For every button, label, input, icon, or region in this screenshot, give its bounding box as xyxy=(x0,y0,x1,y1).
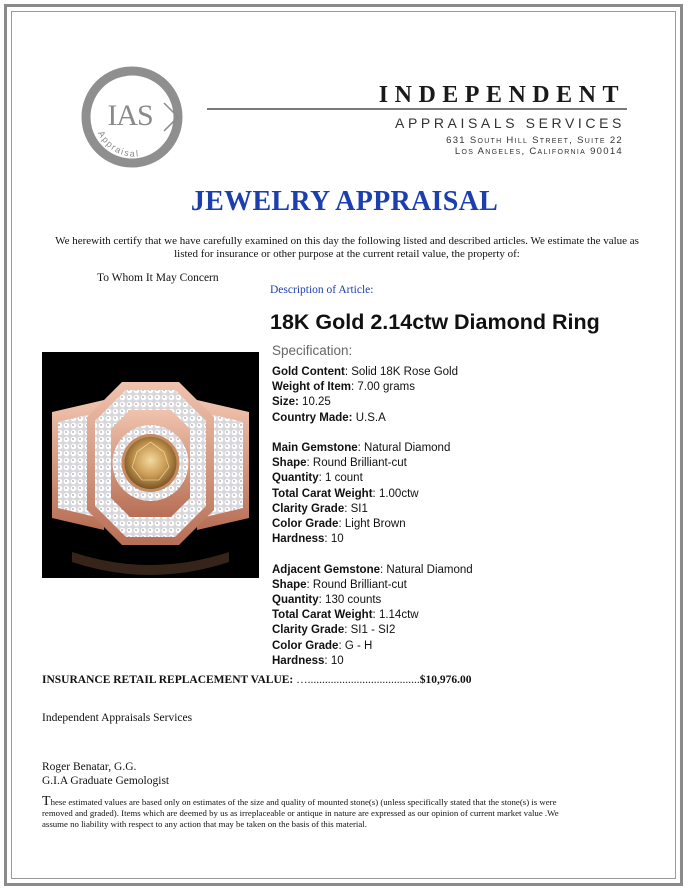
spec-separator: : xyxy=(351,381,355,394)
spec-separator: : xyxy=(318,472,322,485)
item-title: 18K Gold 2.14ctw Diamond Ring xyxy=(270,310,600,334)
spec-row xyxy=(272,578,652,593)
document-title: JEWELRY APPRAISAL xyxy=(190,186,499,217)
spec-separator: : xyxy=(372,487,376,500)
spec-key: Clarity Grade xyxy=(272,502,345,515)
insurance-value-amount: $10,976.00 xyxy=(419,674,472,686)
spec-separator: : xyxy=(380,563,384,576)
spec-value: 10.25 xyxy=(302,396,331,409)
spec-group-gap xyxy=(272,426,652,441)
spec-row xyxy=(272,593,652,608)
spec-key: Shape xyxy=(272,578,307,591)
spec-row xyxy=(272,471,652,486)
spec-row xyxy=(272,532,652,547)
spec-value: Solid 18K Rose Gold xyxy=(351,366,458,378)
signature-company: Independent Appraisals Services xyxy=(42,712,193,724)
spec-separator: : xyxy=(324,533,328,546)
signer-credential: G.I.A Graduate Gemologist xyxy=(42,775,170,787)
spec-row xyxy=(272,380,652,395)
leader-dots: …....................................... xyxy=(296,674,420,686)
address-line-1: 631 South Hill Street, Suite 22 xyxy=(446,135,623,146)
disclaimer-initial: T xyxy=(42,794,51,809)
spec-value: 1.00ctw xyxy=(378,487,419,500)
spec-value: Natural Diamond xyxy=(386,563,473,576)
spec-key: Country Made: xyxy=(272,411,353,424)
ias-logo xyxy=(78,63,186,171)
spec-key: Color Grade xyxy=(272,639,339,652)
signer-block xyxy=(42,760,169,788)
spec-row xyxy=(272,487,652,502)
spec-key: Clarity Grade xyxy=(272,624,345,637)
spec-row xyxy=(272,654,652,669)
insurance-value-label: INSURANCE RETAIL REPLACEMENT VALUE: xyxy=(42,674,294,686)
spec-separator: : xyxy=(372,609,376,622)
spec-row xyxy=(272,441,652,456)
spec-separator: : xyxy=(357,442,361,454)
specification-label: Specification: xyxy=(272,343,353,358)
spec-row xyxy=(272,623,652,638)
spec-key: Quantity xyxy=(272,594,319,607)
spec-key: Weight of Item xyxy=(272,381,352,394)
spec-value: 1 count xyxy=(325,472,363,485)
spec-value: 10 xyxy=(330,654,344,667)
diamond-ring-photo-icon xyxy=(42,352,259,578)
spec-key: Color Grade xyxy=(272,518,339,531)
insurance-value-line xyxy=(42,674,472,686)
spec-key: Size: xyxy=(272,396,299,409)
spec-value: Round Brilliant-cut xyxy=(312,457,407,470)
spec-row xyxy=(272,563,652,578)
company-name: INDEPENDENT xyxy=(378,82,625,108)
spec-key: Quantity xyxy=(272,472,319,485)
address-line-2: Los Angeles, California 90014 xyxy=(454,146,623,157)
ring-photo xyxy=(42,352,259,578)
spec-value: 7.00 grams xyxy=(357,381,415,394)
spec-key: Adjacent Gemstone xyxy=(272,563,380,576)
spec-row xyxy=(272,395,652,410)
spec-separator: : xyxy=(306,457,310,470)
disclaimer-text: hese estimated values are based only on estimates of the size and quality of mounted stone(s) (unless specifically stated that the stone(s) is were removed and graded). Items which are deemed by us as irreplaceable or antique in nature are expressed as our opinion of current market value .We assume no liability with respect to any action that may be taken on the basis of this material. xyxy=(42,797,559,829)
spec-separator: : xyxy=(344,366,349,378)
spec-value: 130 counts xyxy=(325,594,382,607)
spec-value: U.S.A xyxy=(355,411,386,424)
spec-separator: : xyxy=(306,578,310,591)
spec-separator: : xyxy=(324,654,328,667)
signer-name: Roger Benatar, G.G. xyxy=(42,761,137,773)
spec-value: G - H xyxy=(344,639,373,652)
spec-value: SI1 - SI2 xyxy=(350,624,396,637)
spec-key: Shape xyxy=(272,457,307,470)
spec-separator: : xyxy=(338,518,342,531)
recipient: To Whom It May Concern xyxy=(97,272,219,284)
spec-value: Round Brilliant-cut xyxy=(312,578,407,591)
company-subtitle: APPRAISALS SERVICES xyxy=(395,115,625,131)
spec-row xyxy=(272,517,652,532)
spec-key: Total Carat Weight xyxy=(272,487,373,500)
specification-list xyxy=(272,365,652,669)
spec-separator: : xyxy=(344,624,348,637)
spec-group-gap xyxy=(272,547,652,562)
spec-separator: : xyxy=(338,639,342,652)
spec-value: Natural Diamond xyxy=(364,442,451,454)
spec-value: 10 xyxy=(330,533,344,546)
spec-value: SI1 xyxy=(350,502,368,515)
spec-row xyxy=(272,639,652,654)
spec-row xyxy=(272,502,652,517)
spec-row xyxy=(272,411,652,426)
spec-key: Hardness xyxy=(272,654,325,667)
spec-separator: : xyxy=(318,594,322,607)
logo-ring-text: Appraisal xyxy=(96,129,140,159)
spec-key: Hardness xyxy=(272,533,325,546)
logo-monogram: IAS xyxy=(107,99,153,132)
spec-row xyxy=(272,365,652,380)
description-label: Description of Article: xyxy=(270,284,374,296)
spec-key: Gold Content xyxy=(272,366,345,378)
spec-row xyxy=(272,608,652,623)
spec-key: Main Gemstone xyxy=(272,442,358,454)
disclaimer xyxy=(42,796,562,830)
spec-value: Light Brown xyxy=(344,518,406,531)
spec-value: 1.14ctw xyxy=(378,609,419,622)
spec-separator: : xyxy=(344,502,348,515)
spec-key: Total Carat Weight xyxy=(272,609,373,622)
certification-intro: We herewith certify that we have carefully examined on this day the following listed and described articles. We estimate the value as listed for insurance or other purpose at the current retail value, the property of: xyxy=(55,235,639,260)
spec-row xyxy=(272,456,652,471)
